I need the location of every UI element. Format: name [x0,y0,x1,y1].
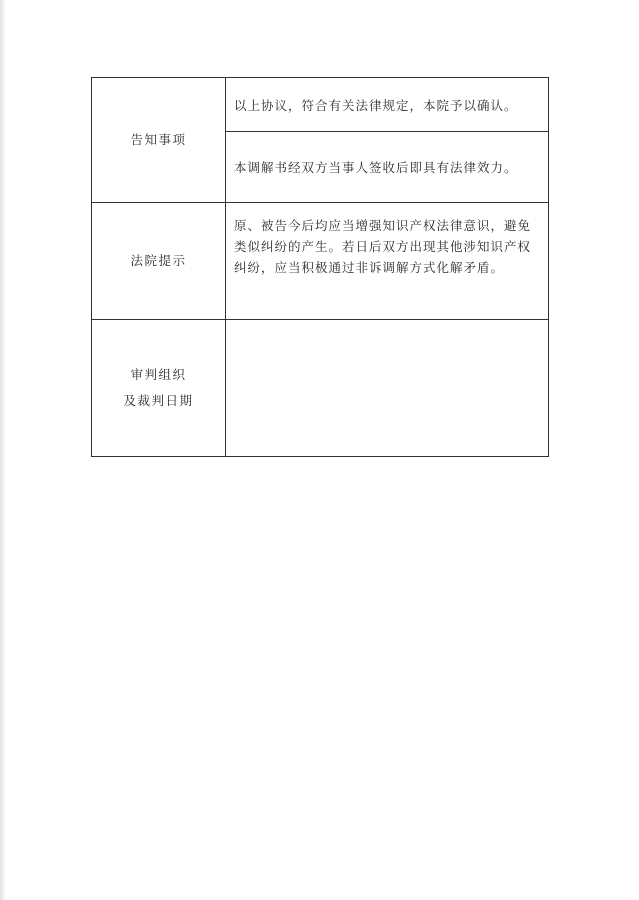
trial-label-line-1: 审判组织 [130,367,187,382]
court-reminder-text-cell [226,203,549,320]
notice-label-cell [92,78,226,203]
trial-label-line-2: 及裁判日期 [123,393,194,408]
notice-line-2: 本调解书经双方当事人签收后即具有法律效力。 [234,160,518,175]
notice-line-1-cell [226,78,549,132]
trial-label-cell [92,320,226,457]
table-row [92,203,549,320]
page-edge [0,0,6,900]
court-reminder-label-cell [92,203,226,320]
court-reminder-label: 法院提示 [130,253,187,268]
trial-value-cell [226,320,549,457]
notice-line-1: 以上协议，符合有关法律规定，本院予以确认。 [234,97,518,113]
court-reminder-text: 原、被告今后均应当增强知识产权法律意识，避免类似纠纷的产生。若日后双方出现其他涉知识产权纠纷，应当积极通过非诉调解方式化解矛盾。 [234,218,532,275]
table-row [92,78,549,132]
notice-label: 告知事项 [130,132,187,147]
table-row [92,320,549,457]
document-table [91,77,549,457]
notice-line-2-cell [226,132,549,203]
